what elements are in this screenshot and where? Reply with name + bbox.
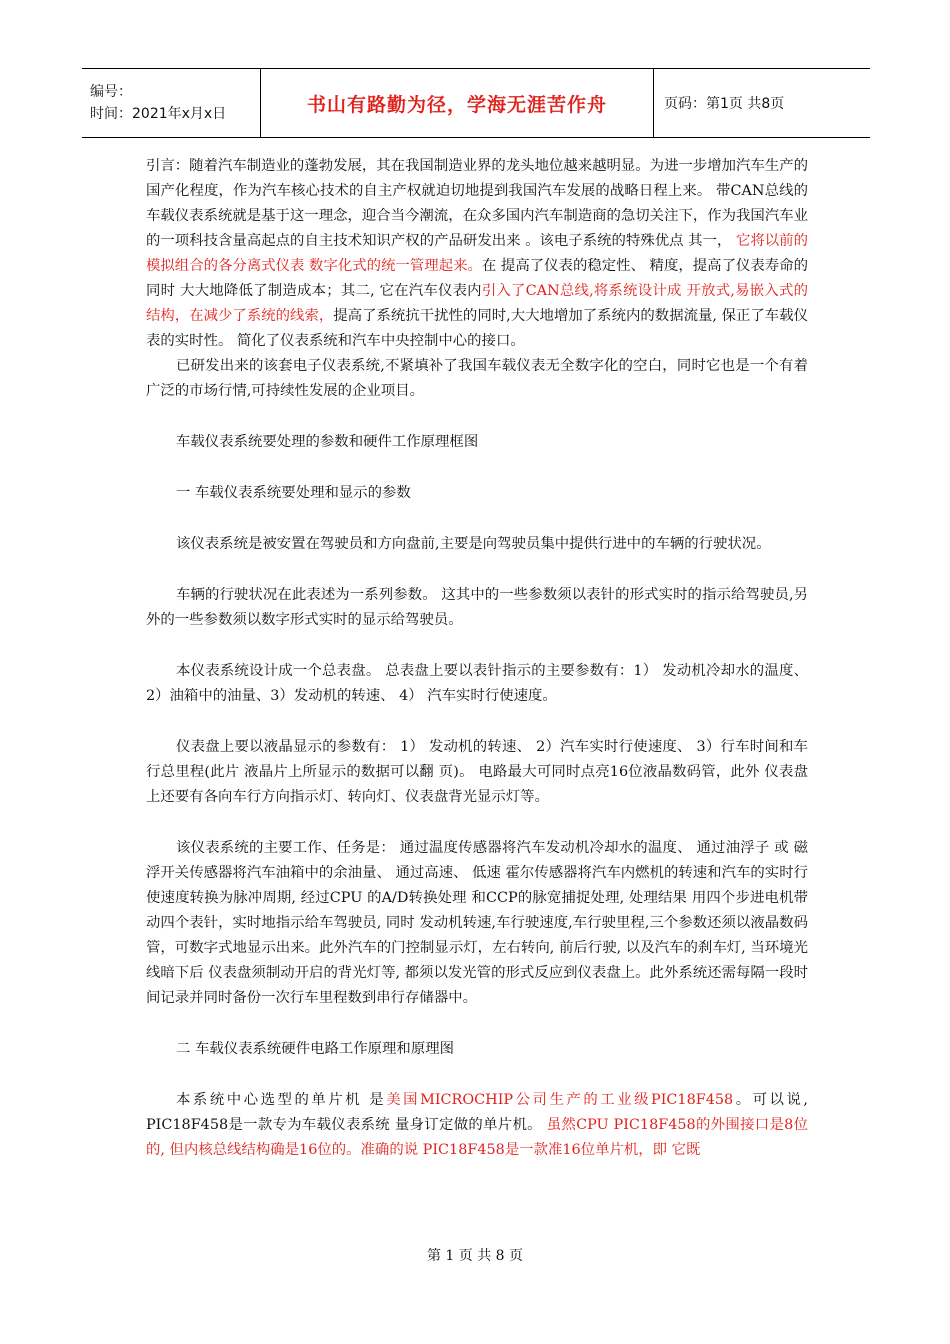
- header-motto-cell: [261, 69, 654, 137]
- page-footer: 第 1 页 共 8 页: [426, 1248, 524, 1264]
- header-motto: 书山有路勤为径，学海无涯苦作舟: [306, 93, 607, 116]
- header-page-info: 页码：第1页 共8页: [664, 96, 785, 112]
- document-body: [146, 154, 808, 1163]
- intro-text-3: 提高了系统抗干扰性的同时,大大地增加了系统内的数据流量, 保正了车载仪表的实时性。 简化了仪表系统和汽车中央控制中心的接口。: [146, 308, 808, 349]
- document-date: 时间：2021年x月x日: [90, 106, 227, 122]
- document-number-label: 编号：: [90, 84, 132, 100]
- header-page-cell: [654, 69, 870, 137]
- tasks-paragraph: 该仪表系统的主要工作、任务是： 通过温度传感器将汽车发动机冷却水的温度、 通过油浮子 或 磁浮开关传感器将汽车油箱中的余油量、 通过高速、 低速 霍尔传感器将汽车内燃机的转速和汽车的实时行使速度转换为脉冲周期, 经过CPU 的A/D转换处理 和CCP的脉宽捕捉处理, 处理结果 用四个步进电机带动四个表针，实时地指示给车驾驶员, 同时 发动机转速,车行驶速度,车行驶里程,三个参数还须以液晶数码管，可数字式地显示出来。此外汽车的门控制显示灯，左右转向, 前后行驶, 以及汽车的刹车灯, 当环境光线暗下后 仪表盘须制动开启的背光灯等, 都须以发光管的形式反应到仪表盘上。此外系统还需每隔一段时间记录并同时备份一次行车里程数到串行存储器中。: [146, 840, 808, 1006]
- intro-text-2: 在 提高了仪表的稳定性、 精度，提高了仪表寿命的同时 大大地降低了制造成本；其二, 它在汽车仪表内: [146, 258, 809, 299]
- mcu-paragraph: [146, 1088, 808, 1163]
- placement-paragraph: 该仪表系统是被安置在驾驶员和方向盘前,主要是向驾驶员集中提供行进中的车辆的行驶状况。: [176, 536, 771, 552]
- section-heading-parameters-framework: 车载仪表系统要处理的参数和硬件工作原理框图: [176, 434, 479, 450]
- section-heading-1: 一 车载仪表系统要处理和显示的参数: [176, 485, 411, 501]
- mcu-text-2: 。可以说, PIC18F458是一款专为车载仪表系统 量身订定做的单片机。: [146, 1092, 808, 1133]
- document-header: [82, 68, 870, 138]
- section-heading-2: 二 车载仪表系统硬件电路工作原理和原理图: [176, 1041, 454, 1057]
- intro-highlight-1: 它将以前的模拟组合的各分离式仪表 数字化式的统一管理起来。: [146, 233, 808, 274]
- mcu-highlight-2: 虽然CPU PIC18F458的外围接口是8位的, 但内核总线结构确是16位的。准确的说 PIC18F458是一款准16位单片机，即 它既: [146, 1117, 808, 1158]
- needle-parameters-paragraph: 本仪表系统设计成一个总表盘。 总表盘上要以表针指示的主要参数有：1） 发动机冷却水的温度、2）油箱中的油量、3）发动机的转速、 4） 汽车实时行使速度。: [146, 663, 808, 704]
- lcd-parameters-paragraph: 仪表盘上要以液晶显示的参数有： 1） 发动机的转速、 2）汽车实时行使速度、 3）行车时间和车行总里程(此片 液晶片上所显示的数据可以翻 页)。 电路最大可同时点亮16位液晶数码管，此外 仪表盘上还要有各向车行方向指示灯、转向灯、仪表盘背光显示灯等。: [146, 739, 808, 805]
- header-meta: [82, 69, 261, 137]
- summary-paragraph: 已研发出来的该套电子仪表系统,不紧填补了我国车载仪表无全数字化的空白，同时它也是一个有着广泛的市场行情,可持续性发展的企业项目。: [146, 358, 808, 399]
- intro-paragraph: [146, 154, 808, 354]
- intro-highlight-2: 引入了CAN总线,将系统设计成 开放式,易嵌入式的结构，在减少了系统的线索，: [146, 283, 808, 324]
- parameters-paragraph: 车辆的行驶状况在此表述为一系列参数。 这其中的一些参数须以表针的形式实时的指示给驾驶员,另外的一些参数须以数字形式实时的显示给驾驶员。: [146, 587, 808, 628]
- mcu-highlight-1: 美国MICROCHIP公司生产的工业级PIC18F458: [386, 1092, 734, 1108]
- mcu-text-1: 本系统中心选型的单片机 是: [176, 1092, 387, 1108]
- intro-text-1: 引言：随着汽车制造业的蓬勃发展，其在我国制造业界的龙头地位越来越明显。为进一步增加汽车生产的国产化程度，作为汽车核心技术的自主产权就迫切地提到我国汽车发展的战略日程上来。 带CAN总线的车载仪表系统就是基于这一理念，迎合当今潮流，在众多国内汽车制造商的急切关注下，作为我国汽车业的一项科技含量高起点的自主技术知识产权的产品研发出来 。该电子系统的特殊优点 其一，: [146, 158, 808, 249]
